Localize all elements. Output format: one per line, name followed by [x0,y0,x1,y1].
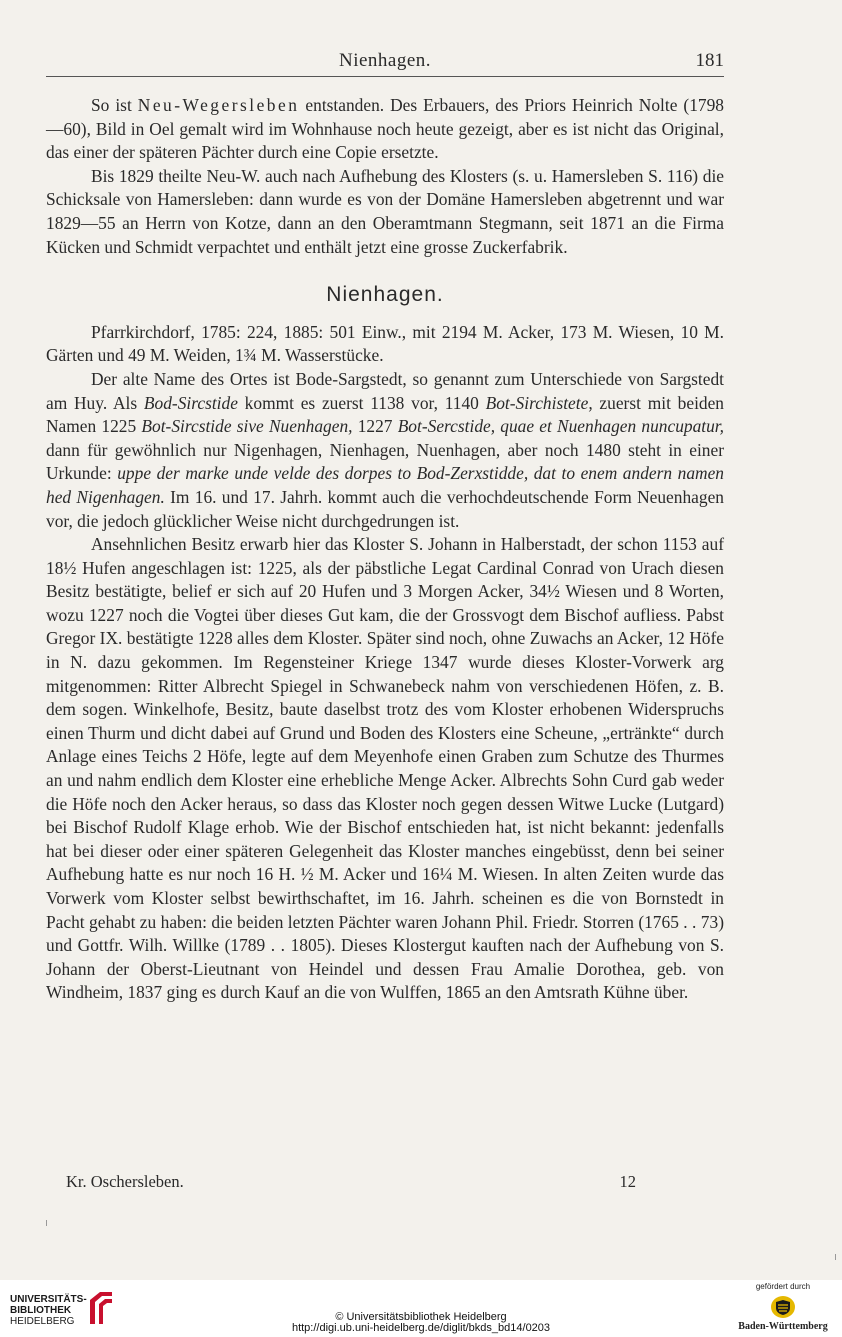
page-header [46,50,724,77]
crop-mark [46,1220,47,1226]
text-run: zuerst mit beiden Namen 1225 [46,392,725,437]
paragraph-text: Bis 1829 theilte Neu-W. auch nach Aufhebung des Klosters (s. u. Hamersleben S. 116) die Schicksale von Hamersleben: dann wurde es von der Domäne Hamersleben abgetrennt und war 1829—55 an Herrn von Kotze, dann an den Oberamtmann Stegmann, seit 1871 an die Firma Kücken und Schmidt verpachtet und enthält jetzt eine grosse Zuckerfabrik. [46,165,724,257]
signature-number: 12 [619,1172,636,1191]
paragraph-monastery-estate [46,533,724,1005]
digitization-footer [0,1280,842,1337]
state-name: Baden-Württemberg [738,1321,828,1332]
paragraph-text: Ansehnlichen Besitz erwarb hier das Kloster S. Johann in Halberstadt, der schon 1153 auf 18½ Hufen angeschlagen ist: 1225, als der päbstliche Legat Cardinal Conrad von Urach diesen Besitz bestätigte, belief er sich auf 20 Hufen und 3 Morgen Acker, 34½ Wiesen und 8 Worten, wozu 1227 noch die Vogtei über dieses Gut kam, die der Grossvogt dem Bischof aufliess. Pabst Gregor IX. bestätigte 1228 alles dem Kloster. Später sind noch, ohne Zuwachs an Acker, 12 Höfe in N. dazu gekommen. Im Regensteiner Kriege 1347 wurde dieses Kloster-Vorwerk arg mitgenommen: Ritter Albrecht Spiegel in Schwanebeck nahm von verschiedenen Höfen, z. B. dem sogen. Winkelhofe, Besitz, baute daselbst trotz des vom Kloster erhobenen Widerspruchs einen Thurm und dicht dabei auf Grund und Boden des Klosters eine Scheune, „ertränkte“ durch Anlage eines Teichs 2 Höfe, legte auf dem Meyenhofe einen Graben zum Schutze des Thurmes an und nahm endlich dem Kloster eine erhebliche Menge Acker. Albrechts Sohn Curd gab weder die Höfe noch den Acker heraus, so dass das Kloster noch gegen dessen Witwe Lucke (Lutgard) bei Bischof Rudolf Klage erhob. Wie der Bischof entschieden hat, ist nicht bekannt: jedenfalls hat bei dieser oder einer späteren Gelegenheit das Kloster manches eingebüsst, denn bei seiner Aufhebung hatte es nur noch 16 H. ½ M. Acker und 16¼ M. Wiesen. In alten Zeiten wurde das Vorwerk vom Kloster selbst bewirthschaftet, im 16. Jahrh. scheinen es die von Bornstedt in Pacht gehabt zu haben: die beiden letzten Pächter waren Johann Phil. Friedr. Storren (1765 . . 73) und Gottfr. Wilh. Willke (1789 . . 1805). Dieses Klostergut kauften nach der Aufhebung von S. Johann der Oberst-Lieutnant von Heindel und dessen Frau Amalie Dorothea, geb. von Windheim, 1837 ging es durch Kauf an die von Wulffen, 1865 an den Amtsrath Kühne über. [46,534,724,1003]
paragraph-place-names [46,368,724,533]
signature-district: Kr. Oschersleben. [66,1172,184,1191]
running-title: Nienhagen. [338,50,432,71]
text-run: Im 16. und 17. Jahrh. kommt auch die verhochdeutschende Form Neuenhagen vor, die jedoch glücklicher Weise nicht durchgedrungen ist. [46,486,724,531]
library-name-line: BIBLIOTHEK [10,1305,72,1316]
paragraph-text: Pfarrkirchdorf, 1785: 224, 1885: 501 Einw., mit 2194 M. Acker, 173 M. Wiesen, 10 M. Gärten und 49 M. Weiden, 1¾ M. Wasserstücke. [46,321,724,366]
funder-block [738,1282,828,1332]
paragraph-text: So ist Neu-Wegersleben entstanden. Des Erbauers, des Priors Heinrich Nolte (1798—60), Bild in Oel gemalt wird im Wohnhause noch heute gezeigt, aber es ist nicht das Original, das einer der späteren Pächter durch eine Copie ersetzte. [46,95,724,163]
italic-place-name: Bod-Sircstide [143,392,238,413]
text-run: 1227 [352,416,398,437]
state-seal-icon [770,1295,796,1319]
funded-by-label: gefördert durch [755,1282,811,1291]
italic-place-name: Bot-Sircstide sive Nuenhagen, [141,416,353,437]
paragraph-statistics [46,321,724,368]
italic-place-name: Bot-Sirchistete, [485,392,593,413]
italic-quotation: uppe der marke unde velde des dorpes to Bod-Zerxstidde, dat to enem andern namen hed Nigenhagen. [46,463,724,507]
library-name-line: UNIVERSITÄTS- [10,1294,87,1305]
body-text [46,94,724,1005]
spaced-place-name: Neu-Wegersleben [137,95,300,115]
crop-mark [835,1254,836,1260]
italic-place-name: Bot-Sercstide, quae et Nuenhagen nuncupatur, [397,416,724,437]
text-run: kommt es zuerst 1138 vor, 1140 [237,392,486,413]
copyright-block [0,1312,842,1334]
paragraph-neu-wegersleben [46,94,724,165]
copyright-notice: © Universitätsbibliothek Heidelberg [335,1311,507,1323]
permalink-url[interactable]: http://digi.ub.uni-heidelberg.de/diglit/bkds_bd14/0203 [291,1322,551,1334]
page-number: 181 [695,50,724,71]
paragraph-lease-history [46,165,724,259]
text-run: dann für gewöhnlich nur Nigenhagen, Nienhagen, Nuenhagen, aber noch 1480 steht in einer Urkunde: [46,439,724,484]
text-run: Der alte Name des Ortes ist Bode-Sargstedt, so genannt zum Unterschiede von Sargstedt am Huy. Als [46,368,724,413]
library-name-line: HEIDELBERG [10,1316,75,1327]
section-heading: Nienhagen. [326,283,444,307]
